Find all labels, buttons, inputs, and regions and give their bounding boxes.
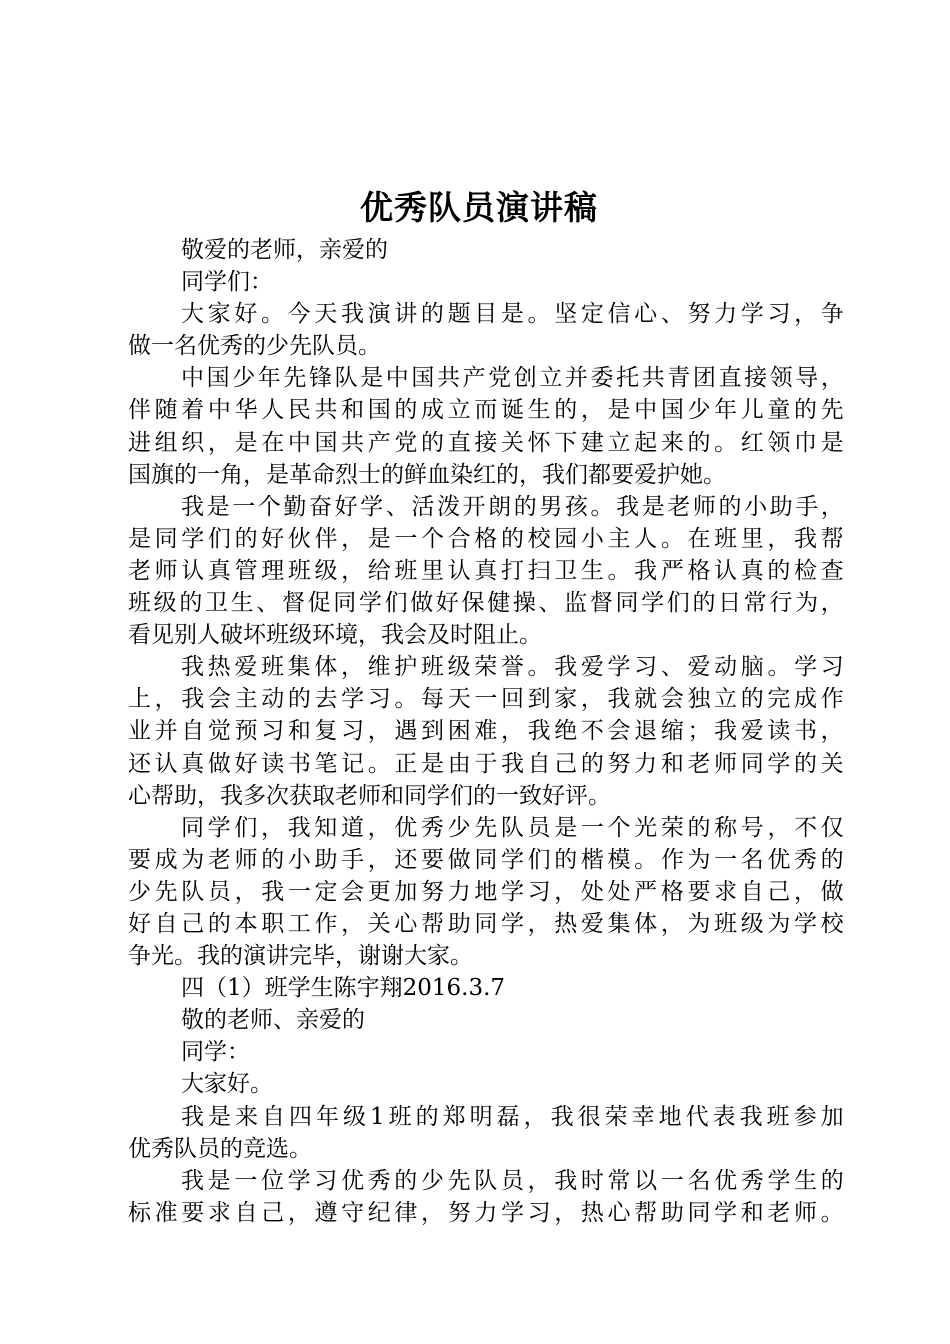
- text-line: 四（1）班学生陈宇翔2016.3.7: [181, 975, 506, 1002]
- text-line: 同学：: [181, 1039, 250, 1066]
- text-line: 心帮助，我多次获取老师和同学们的一致好评。: [128, 782, 611, 809]
- text-line: 我 是 一 个 勤 奋 好 学 、 活 泼 开 朗 的 男 孩 。 我 是 老 师 的 小 助 手 ，: [181, 493, 844, 520]
- text-line: 中 国 少 年 先 锋 队 是 中 国 共 产 党 创 立 并 委 托 共 青 团 直 接 领 导 ，: [181, 365, 844, 392]
- text-line: 我 是 来 自 四 年 级 1 班 的 郑 明 磊 ， 我 很 荣 幸 地 代 表 我 班 参 加: [181, 1103, 844, 1130]
- text-line: 少 先 队 员 ， 我 一 定 会 更 加 努 力 地 学 习 ， 处 处 严 格 要 求 自 己 ， 做: [128, 878, 844, 905]
- text-line: 大 家 好 。 今 天 我 演 讲 的 题 目 是 。 坚 定 信 心 、 努 力 学 习 ， 争: [181, 301, 844, 328]
- text-line: 老 师 认 真 管 理 班 级 ， 给 班 里 认 真 打 扫 卫 生 。 我 严 格 认 真 的 检 查: [128, 557, 844, 584]
- text-line: 大家好。: [181, 1071, 273, 1098]
- text-line: 业 并 自 觉 预 习 和 复 习 ， 遇 到 困 难 ， 我 绝 不 会 退 缩 ； 我 爱 读 书 ，: [128, 718, 844, 745]
- document-title: 优秀队员演讲稿: [360, 188, 598, 227]
- text-line: 同 学 们 ， 我 知 道 ， 优 秀 少 先 队 员 是 一 个 光 荣 的 称 号 ， 不 仅: [181, 814, 844, 841]
- text-line: 好 自 己 的 本 职 工 作 ， 关 心 帮 助 同 学 ， 热 爱 集 体 ， 为 班 级 为 学 校: [128, 910, 844, 937]
- text-line: 优秀队员的竞选。: [128, 1135, 312, 1162]
- text-line: 争光。我的演讲完毕，谢谢大家。: [128, 943, 473, 970]
- text-line: 敬的老师、亲爱的: [181, 1007, 365, 1034]
- text-line: 国旗的一角，是革命烈士的鲜血染红的，我们都要爱护她。: [128, 461, 726, 488]
- text-line: 是 同 学 们 的 好 伙 伴 ， 是 一 个 合 格 的 校 园 小 主 人 。 在 班 里 ， 我 帮: [128, 525, 844, 552]
- text-line: 标 准 要 求 自 己 ， 遵 守 纪 律 ， 努 力 学 习 ， 热 心 帮 助 同 学 和 老 师 。: [128, 1199, 844, 1226]
- text-line: 我 是 一 位 学 习 优 秀 的 少 先 队 员 ， 我 时 常 以 一 名 优 秀 学 生 的: [181, 1167, 844, 1194]
- text-line: 进 组 织 ， 是 在 中 国 共 产 党 的 直 接 关 怀 下 建 立 起 来 的 。 红 领 巾 是: [128, 429, 844, 456]
- text-line: 我 热 爱 班 集 体 ， 维 护 班 级 荣 誉 。 我 爱 学 习 、 爱 动 脑 。 学 习: [181, 654, 844, 681]
- text-line: 伴 随 着 中 华 人 民 共 和 国 的 成 立 而 诞 生 的 ， 是 中 国 少 年 儿 童 的 先: [128, 397, 844, 424]
- text-line: 要 成 为 老 师 的 小 助 手 ， 还 要 做 同 学 们 的 楷 模 。 作 为 一 名 优 秀 的: [128, 846, 844, 873]
- text-line: 还 认 真 做 好 读 书 笔 记 。 正 是 由 于 我 自 己 的 努 力 和 老 师 同 学 的 关: [128, 750, 844, 777]
- text-line: 做一名优秀的少先队员。: [128, 333, 381, 360]
- text-line: 敬爱的老师，亲爱的: [181, 237, 388, 263]
- text-line: 班 级 的 卫 生 、 督 促 同 学 们 做 好 保 健 操 、 监 督 同 学 们 的 日 常 行 为 ，: [128, 590, 844, 617]
- text-line: 上 ， 我 会 主 动 的 去 学 习 。 每 天 一 回 到 家 ， 我 就 会 独 立 的 完 成 作: [128, 686, 844, 713]
- document-body: [128, 234, 844, 1229]
- text-line: 同学们：: [181, 269, 273, 296]
- text-line: 看见别人破坏班级环境，我会及时阻止。: [128, 622, 542, 649]
